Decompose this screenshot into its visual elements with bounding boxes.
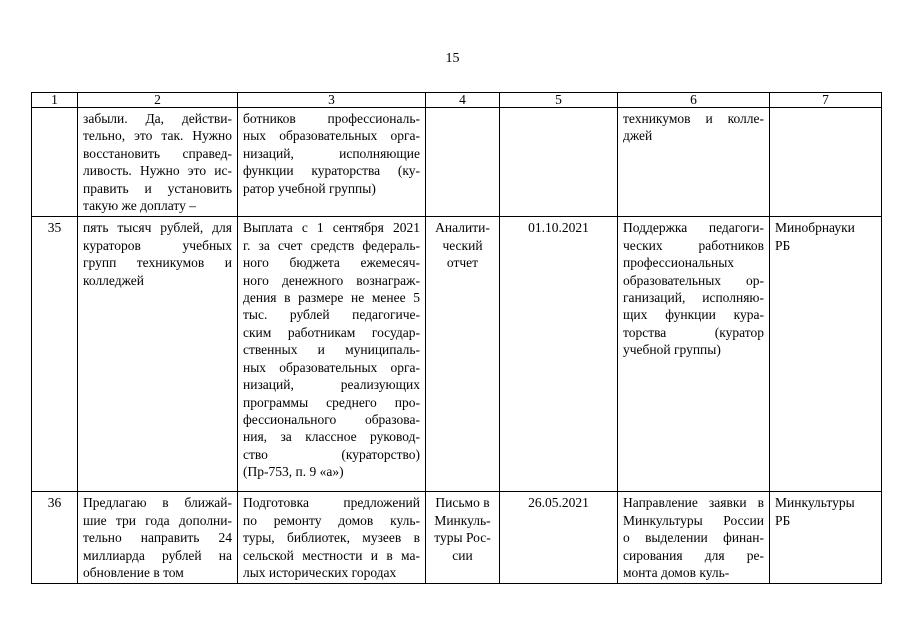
header-row — [32, 93, 882, 108]
cell-line: ческих работников — [623, 237, 764, 253]
proposal-cell — [78, 492, 238, 584]
cell-line: торства (куратор — [623, 324, 764, 340]
cell-line: Письмо в — [435, 495, 490, 511]
row-number — [32, 108, 78, 217]
cell-line: ческий — [442, 237, 483, 253]
responsible-cell — [770, 108, 882, 217]
cell-line: Поддержка педагоги- — [623, 220, 764, 236]
cell-line: шие три года дополни- — [83, 512, 232, 528]
cell-line: Предлагаю в ближай- — [83, 495, 232, 511]
cell-line: монта домов куль- — [623, 565, 730, 581]
table-row — [32, 108, 882, 217]
cell-line: программы среднего про- — [243, 394, 420, 410]
cell-line: образовательных ор- — [623, 272, 764, 288]
responsible-cell — [770, 217, 882, 492]
cell-line: РБ — [775, 512, 791, 528]
cell-line: миллиарда рублей на — [83, 547, 232, 563]
measure-cell — [238, 492, 426, 584]
cell-line: ного денежного вознаграж- — [243, 272, 420, 288]
proposal-cell — [78, 108, 238, 217]
cell-line: кураторов учебных — [83, 237, 232, 253]
deadline-cell: 26.05.2021 — [500, 492, 618, 584]
proposal-cell — [78, 217, 238, 492]
cell-line: джей — [623, 128, 653, 144]
report-form-cell — [426, 492, 500, 584]
cell-line: обновление в том — [83, 565, 184, 581]
cell-line: лых исторических городах — [243, 565, 397, 581]
cell-line: ного бюджета ежемесяч- — [243, 255, 420, 271]
report-form-cell — [426, 108, 500, 217]
cell-line: о выделении финан- — [623, 530, 764, 546]
cell-line: править и установить — [83, 180, 232, 196]
cell-line: сельской местности и в ма- — [243, 547, 420, 563]
col-header-4: 4 — [426, 93, 500, 108]
cell-line: сирования для ре- — [623, 547, 764, 563]
cell-line: ливость. Нужно это ис- — [83, 163, 232, 179]
cell-line: туры Рос- — [434, 530, 491, 546]
cell-line: тельно направить 24 — [83, 530, 232, 546]
measure-cell — [238, 108, 426, 217]
cell-line: такую же доплату – — [83, 198, 196, 214]
responsible-cell — [770, 492, 882, 584]
cell-line: тыс. рублей педагогиче- — [243, 307, 420, 323]
cell-line: ния, за классное руковод- — [243, 429, 420, 445]
cell-line: ганизаций, исполняю- — [623, 290, 764, 306]
cell-line: ство (кураторство) — [243, 446, 420, 462]
report-form-cell — [426, 217, 500, 492]
cell-line: Минобрнауки — [775, 220, 855, 236]
col-header-1: 1 — [32, 93, 78, 108]
cell-line: Аналити- — [435, 220, 490, 236]
cell-line: туры, библиотек, музеев в — [243, 530, 420, 546]
deadline-cell: 01.10.2021 — [500, 217, 618, 492]
cell-line: Минкуль- — [434, 512, 491, 528]
cell-line: Выплата с 1 сентября 2021 — [243, 220, 420, 236]
col-header-5: 5 — [500, 93, 618, 108]
page-number: 15 — [445, 51, 460, 66]
col-header-6: 6 — [618, 93, 770, 108]
cell-line: низаций, исполняющие — [243, 145, 420, 161]
table-row — [32, 217, 882, 492]
measure-cell — [238, 217, 426, 492]
cell-line: колледжей — [83, 272, 144, 288]
cell-line: г. за счет средств федераль- — [243, 237, 420, 253]
cell-line: фессионального образова- — [243, 411, 420, 427]
cell-line: ных образовательных орга- — [243, 359, 420, 375]
cell-line: групп техникумов и — [83, 255, 232, 271]
cell-line: функции кураторства (ку- — [243, 163, 420, 179]
col-header-7: 7 — [770, 93, 882, 108]
cell-line: дения в размере не менее 5 — [243, 290, 420, 306]
cell-line: Направление заявки в — [623, 495, 764, 511]
row-number: 35 — [32, 217, 78, 492]
cell-line: Минкультуры — [775, 495, 855, 511]
cell-line: учебной группы) — [623, 342, 721, 358]
cell-line: щих функции кура- — [623, 307, 764, 323]
cell-line: восстановить справед- — [83, 145, 232, 161]
cell-line: техникумов и колле- — [623, 111, 764, 126]
cell-line: низаций, реализующих — [243, 377, 420, 393]
cell-line: сии — [452, 547, 473, 563]
cell-line: ботников профессиональ- — [243, 111, 420, 126]
cell-line: Подготовка предложений — [243, 495, 420, 511]
result-cell — [618, 108, 770, 217]
cell-line: ственных и муниципаль- — [243, 342, 420, 358]
table-row — [32, 492, 882, 584]
col-header-2: 2 — [78, 93, 238, 108]
cell-line: РБ — [775, 237, 791, 253]
cell-line: ратор учебной группы) — [243, 180, 376, 196]
cell-line: пять тысяч рублей, для — [83, 220, 232, 236]
result-cell — [618, 492, 770, 584]
cell-line: отчет — [446, 255, 479, 271]
cell-line: ским работникам государ- — [243, 324, 420, 340]
measures-table — [31, 92, 882, 584]
cell-line: ных образовательных орга- — [243, 128, 420, 144]
cell-line: Минкультуры России — [623, 512, 764, 528]
cell-line: по ремонту домов куль- — [243, 512, 420, 528]
cell-line: (Пр-753, п. 9 «а») — [243, 464, 344, 480]
result-cell — [618, 217, 770, 492]
cell-line: забыли. Да, действи- — [83, 111, 232, 126]
deadline-cell — [500, 108, 618, 217]
row-number: 36 — [32, 492, 78, 584]
cell-line: тельно, это так. Нужно — [83, 128, 232, 144]
col-header-3: 3 — [238, 93, 426, 108]
cell-line: профессиональных — [623, 255, 735, 271]
